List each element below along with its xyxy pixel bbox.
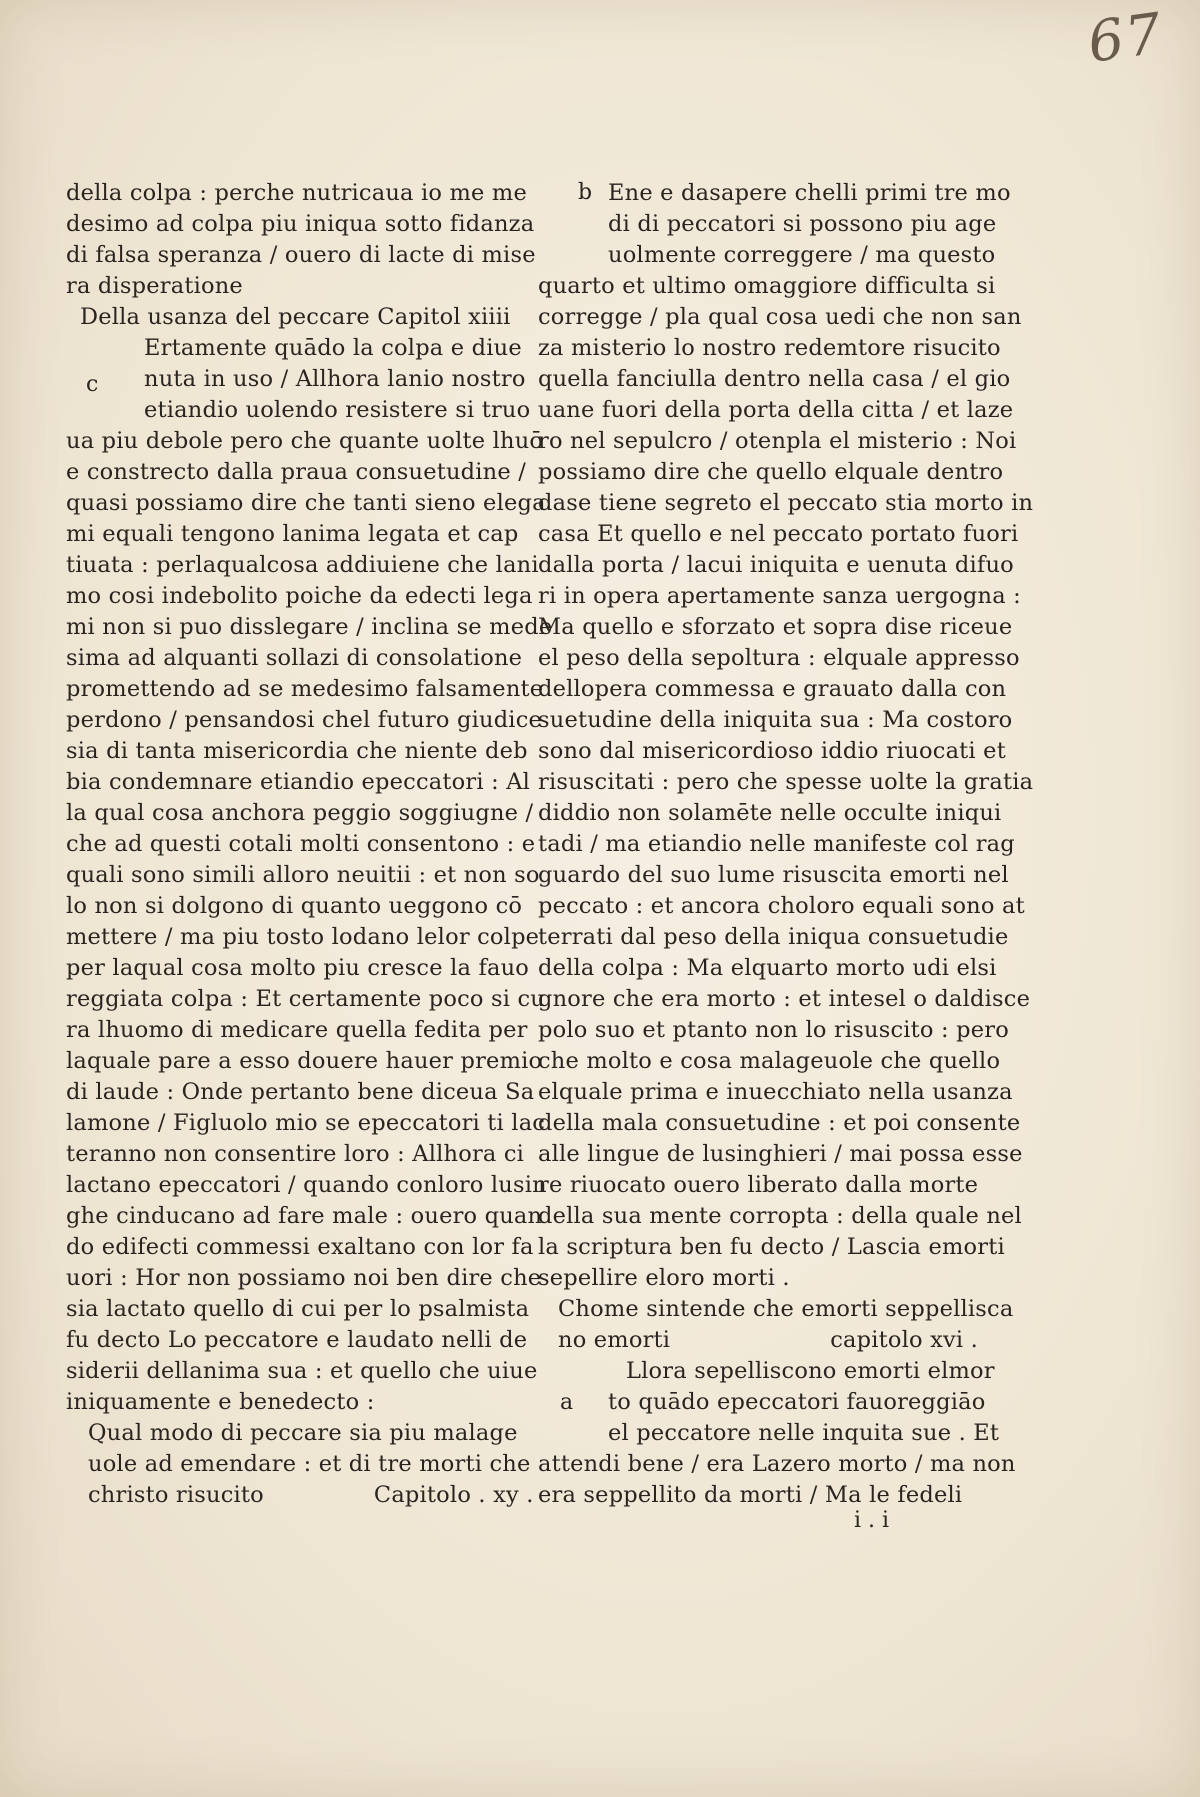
chapter-heading: uole ad emendare : et di tre morti che	[88, 1451, 531, 1477]
text-line: diddio non solamēte nelle occulte iniqui	[538, 800, 1002, 826]
left-column	[66, 178, 553, 1511]
text-line: suetudine della iniquita sua : Ma costoro	[538, 707, 1013, 733]
text-line: lo non si dolgono di quanto ueggono cō	[66, 893, 523, 919]
right-column	[538, 178, 1034, 1511]
text-line: lactano epeccatori / quando conloro lusin	[66, 1172, 547, 1198]
text-line: ro nel sepulcro / otenpla el misterio : Noi	[538, 428, 1017, 454]
text-line: el peccatore nelle inquita sue . Et	[608, 1420, 1000, 1446]
text-line: Llora sepelliscono emorti elmor	[626, 1358, 995, 1384]
text-line: ua piu debole pero che quante uolte lhuō	[66, 428, 544, 454]
text-line: la qual cosa anchora peggio soggiugne /	[66, 800, 534, 826]
chapter-heading: Della usanza del peccare Capitol xiiii	[80, 304, 511, 330]
text-line: di laude : Onde pertanto bene diceua Sa	[66, 1079, 535, 1105]
text-line: della colpa : perche nutricaua io me me	[66, 180, 527, 206]
text-line: e constrecto dalla praua consuetudine /	[66, 459, 526, 485]
text-line: uolmente correggere / ma questo	[608, 242, 996, 268]
text-line: mo cosi indebolito poiche da edecti lega	[66, 583, 533, 609]
text-line: sia di tanta misericordia che niente deb	[66, 738, 528, 764]
text-line: re riuocato ouero liberato dalla morte	[538, 1172, 979, 1198]
text-line: tadi / ma etiandio nelle manifeste col rag	[538, 831, 1015, 857]
signature-mark: i . i	[854, 1508, 890, 1533]
text-line: di falsa speranza / ouero di lacte di mise	[66, 242, 536, 268]
text-line: terrati dal peso della iniqua consuetudie	[538, 924, 1009, 950]
text-line: dase tiene segreto el peccato stia morto in	[538, 490, 1034, 516]
text-line: attendi bene / era Lazero morto / ma non	[538, 1451, 1016, 1477]
text-line: mi non si puo disslegare / inclina se mede	[66, 614, 553, 640]
text-line: promettendo ad se medesimo falsamente	[66, 676, 544, 702]
text-line: sepellire eloro morti .	[538, 1265, 790, 1291]
margin-letter: c	[86, 372, 99, 397]
text-line: fu decto Lo peccatore e laudato nelli de	[66, 1327, 528, 1353]
text-line: el peso della sepoltura : elquale appresso	[538, 645, 1020, 671]
text-line: che ad questi cotali molti consentono : e	[66, 831, 536, 857]
text-line: mettere / ma piu tosto lodano lelor colpe	[66, 924, 540, 950]
text-line: casa Et quello e nel peccato portato fuori	[538, 521, 1019, 547]
text-line: uane fuori della porta della citta / et laze	[538, 397, 1014, 423]
text-line: lamone / Figluolo mio se epeccatori ti lac	[66, 1110, 546, 1136]
text-line: sono dal misericordioso iddio riuocati et	[538, 738, 1006, 764]
text-line: era seppellito da morti / Ma le fedeli	[538, 1482, 963, 1508]
text-line: alle lingue de lusinghieri / mai possa esse	[538, 1141, 1023, 1167]
text-line: teranno non consentire loro : Allhora ci	[66, 1141, 525, 1167]
text-line: quali sono simili alloro neuitii : et non so	[66, 862, 540, 888]
chapter-heading-text: christo risucito	[88, 1482, 264, 1508]
text-line: perdono / pensandosi chel futuro giudice	[66, 707, 543, 733]
chapter-heading	[538, 1325, 978, 1356]
text-line: iniquamente e benedecto :	[66, 1389, 375, 1415]
text-line: quarto et ultimo omaggiore difficulta si	[538, 273, 996, 299]
text-line: che molto e cosa malageuole che quello	[538, 1048, 1001, 1074]
text-line: to quādo epeccatori fauoreggiāo	[608, 1389, 986, 1415]
chapter-heading: Chome sintende che emorti seppellisca	[558, 1296, 1014, 1322]
text-line: polo suo et ptanto non lo risuscito : pero	[538, 1017, 1009, 1043]
margin-letter: b	[578, 180, 593, 205]
text-line: risuscitati : pero che spesse uolte la gratia	[538, 769, 1034, 795]
text-line: di di peccatori si possono piu age	[608, 211, 997, 237]
chapter-heading	[66, 1480, 534, 1511]
text-line: guardo del suo lume risuscita emorti nel	[538, 862, 1009, 888]
chapter-ref: capitolo xvi .	[830, 1327, 978, 1353]
text-line: sima ad alquanti sollazi di consolatione	[66, 645, 523, 671]
text-line: uori : Hor non possiamo noi ben dire che	[66, 1265, 542, 1291]
margin-letter: a	[560, 1390, 574, 1415]
folio-number: 67	[1083, 1, 1168, 76]
text-line: Ertamente quādo la colpa e diue	[144, 335, 522, 361]
text-line: do edifecti commessi exaltano con lor fa	[66, 1234, 534, 1260]
text-line: reggiata colpa : Et certamente poco si cu	[66, 986, 545, 1012]
text-line: quasi possiamo dire che tanti sieno elega	[66, 490, 546, 516]
text-line: desimo ad colpa piu iniqua sotto fidanza	[66, 211, 535, 237]
text-line: dellopera commessa e grauato dalla con	[538, 676, 1007, 702]
text-line: ri in opera apertamente sanza uergogna :	[538, 583, 1021, 609]
text-line: corregge / pla qual cosa uedi che non san	[538, 304, 1022, 330]
text-line: etiandio uolendo resistere si truo	[144, 397, 531, 423]
text-line: tiuata : perlaqualcosa addiuiene che lani	[66, 552, 539, 578]
text-line: quella fanciulla dentro nella casa / el gio	[538, 366, 1011, 392]
chapter-heading-text: no emorti	[558, 1327, 671, 1353]
text-line: peccato : et ancora choloro equali sono at	[538, 893, 1025, 919]
text-line: la scriptura ben fu decto / Lascia emorti	[538, 1234, 1005, 1260]
text-line: Ene e dasapere chelli primi tre mo	[608, 180, 1011, 206]
text-line: per laqual cosa molto piu cresce la fauo	[66, 955, 530, 981]
text-line: siderii dellanima sua : et quello che uiue	[66, 1358, 538, 1384]
text-line: della colpa : Ma elquarto morto udi elsi	[538, 955, 997, 981]
text-line: ra lhuomo di medicare quella fedita per	[66, 1017, 528, 1043]
chapter-ref: Capitolo . xy .	[373, 1482, 534, 1508]
text-line: ghe cinducano ad fare male : ouero quan	[66, 1203, 543, 1229]
text-line: della mala consuetudine : et poi consente	[538, 1110, 1021, 1136]
text-line: ra disperatione	[66, 273, 243, 299]
text-line: sia lactato quello di cui per lo psalmista	[66, 1296, 530, 1322]
text-line: za misterio lo nostro redemtore risucito	[538, 335, 1001, 361]
text-line: Ma quello e sforzato et sopra dise riceue	[538, 614, 1013, 640]
chapter-heading: Qual modo di peccare sia piu malage	[88, 1420, 518, 1446]
text-line: gnore che era morto : et intesel o daldisce	[538, 986, 1031, 1012]
text-line: elquale prima e inuecchiato nella usanza	[538, 1079, 1013, 1105]
text-line: bia condemnare etiandio epeccatori : Al	[66, 769, 531, 795]
text-line: della sua mente corropta : della quale nel	[538, 1203, 1022, 1229]
text-line: possiamo dire che quello elquale dentro	[538, 459, 1004, 485]
text-line: mi equali tengono lanima legata et cap	[66, 521, 519, 547]
text-line: laquale pare a esso douere hauer premio	[66, 1048, 543, 1074]
text-line: nuta in uso / Allhora lanio nostro	[144, 366, 526, 392]
text-line: dalla porta / lacui iniquita e uenuta difuo	[538, 552, 1014, 578]
